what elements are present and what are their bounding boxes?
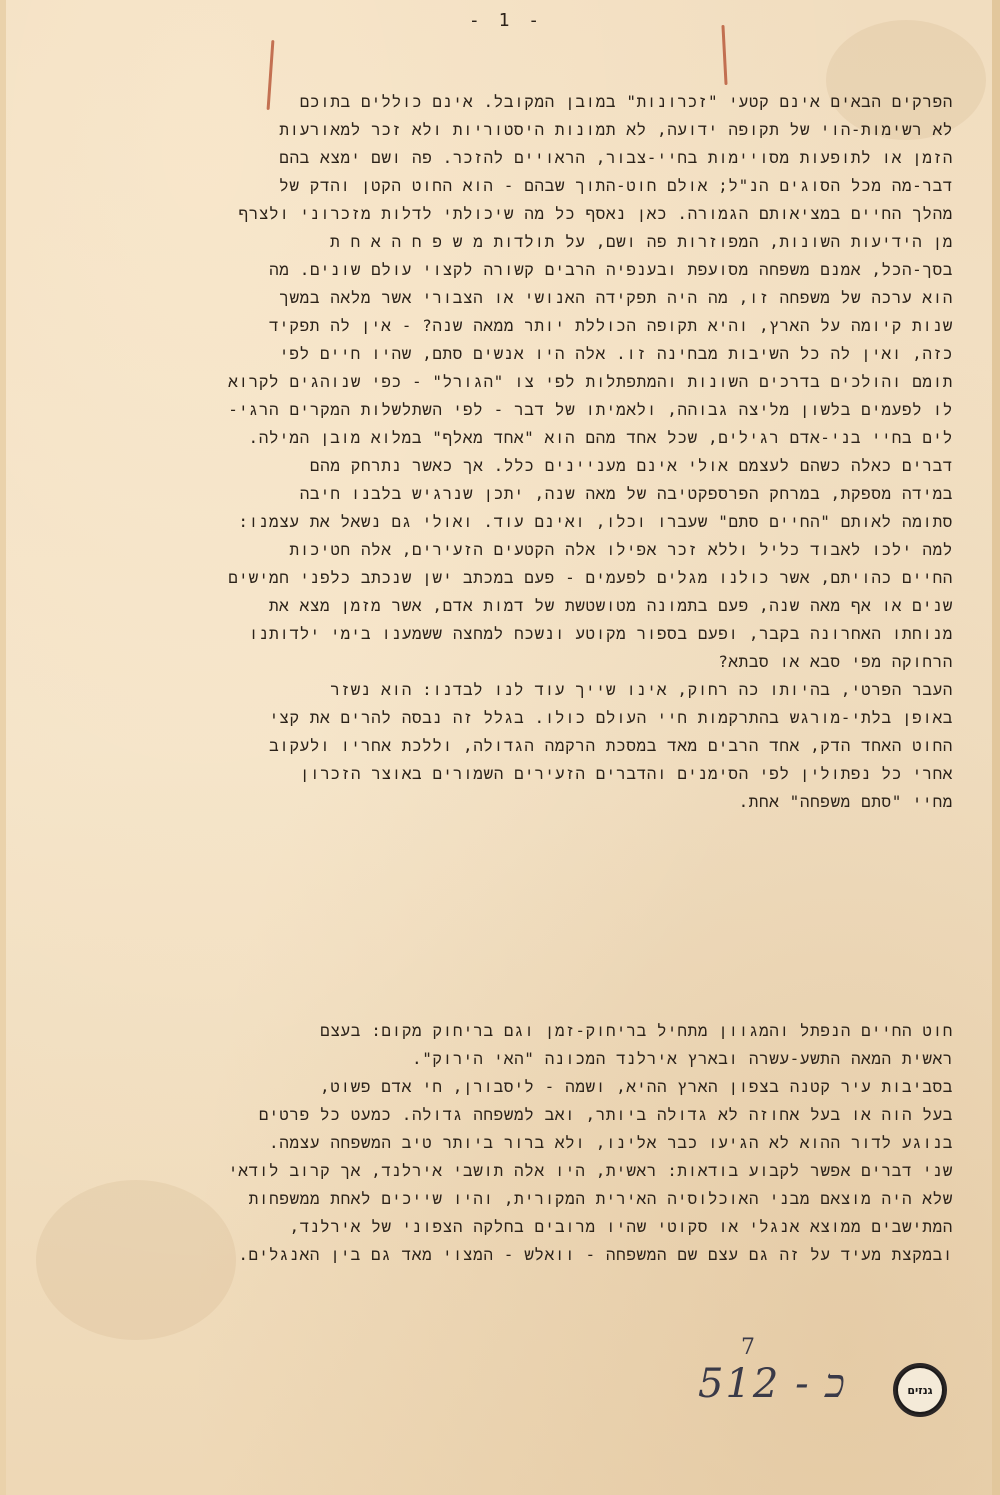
text-line: מנוחתו האחרונה בקבר, ופעם בספור מקוטע ונשכח למחצה ששמענו בימי ילדותנו bbox=[248, 624, 953, 643]
text-line: בנוגע לדור ההוא לא הגיעו כבר אלינו, ולא ברור ביותר טיב המשפחה עצמה. bbox=[269, 1133, 953, 1152]
text-line: שנות קיומה על הארץ, והיא תקופה הכוללת יותר ממאה שנה? - אין לה תפקיד bbox=[268, 316, 953, 335]
text-line: שלא היה מוצאם מבני האוכלוסיה האירית המקורית, והיו שייכים לאחת ממשפחות bbox=[248, 1189, 953, 1208]
text-line: הזמן או לתופעות מסויימות בחיי-צבור, הראויים להזכר. פה ושם ימצא בהם bbox=[279, 148, 953, 167]
text-line: שני דברים אפשר לקבוע בודאות: ראשית, היו אלה תושבי אירלנד, אך קרוב לודאי bbox=[228, 1161, 953, 1180]
margin-number: 7 bbox=[741, 1335, 755, 1360]
text-line: המתישבים ממוצא אנגלי או סקוטי שהיו מרובים בחלקה הצפוני של אירלנד, bbox=[289, 1217, 953, 1236]
text-line: תומם והולכים בדרכים השונות והמתפתלות לפי צו "הגורל" - כפי שנוהגים לקרוא bbox=[228, 372, 953, 391]
text-line: החיים כהויתם, אשר כולנו מגלים לפעמים - פעם במכתב ישן שנכתב כלפני חמישים bbox=[228, 568, 953, 587]
text-line: מן הידיעות השונות, המפוזרות פה ושם, על תולדות מ ש פ ח ה א ח ת bbox=[330, 232, 953, 251]
text-line: חוט החיים הנפתל והמגוון מתחיל בריחוק-זמן וגם בריחוק מקום: בעצם bbox=[320, 1021, 953, 1040]
text-line: בעל הוה או בעל אחוזה לא גדולה ביותר, ואב למשפחה גדולה. כמעט כל פרטים bbox=[258, 1105, 953, 1124]
text-line: בסך-הכל, אמנם משפחה מסועפת ובענפיה הרבים קשורה לקצוי עולם שונים. מה bbox=[269, 260, 953, 279]
text-line: הפרקים הבאים אינם קטעי "זכרונות" במובן המקובל. אינם כוללים בתוכם bbox=[299, 92, 953, 111]
text-line: אחרי כל נפתולין לפי הסימנים והדברים הזעירים השמורים באוצר הזכרון bbox=[299, 764, 953, 783]
text-line: העבר הפרטי, בהיותו כה רחוק, אינו שייך עוד לנו לבדנו: הוא נשזר bbox=[330, 680, 953, 699]
red-ink-mark bbox=[721, 25, 727, 85]
text-line: החוט האחד הדק, אחד הרבים מאד במסכת הרקמה הגדולה, וללכת אחריו ולעקוב bbox=[269, 736, 953, 755]
text-line: לא רשימות-הוי של תקופה ידועה, לא תמונות היסטוריות ולא זכר למאורעות bbox=[279, 120, 953, 139]
text-line: כזה, ואין לה כל השיבות מבחינה זו. אלה היו אנשים סתם, שהיו חיים לפי bbox=[279, 344, 953, 363]
text-line: הוא ערכה של משפחה זו, מה היה תפקידה האנושי או הצבורי אשר מלאה במשך bbox=[279, 288, 953, 307]
text-line: דברים כאלה כשהם לעצמם אולי אינם מעניינים כלל. אך כאשר נתרחק מהם bbox=[309, 456, 953, 475]
text-line: שנים או אף מאה שנה, פעם בתמונה מטושטשת של דמות אדם, אשר מזמן מצא את bbox=[268, 596, 953, 615]
archive-number: 512 - כ bbox=[698, 1361, 847, 1407]
text-line: בסביבות עיר קטנה בצפון הארץ ההיא, ושמה - ליסבורן, חי אדם פשוט, bbox=[320, 1077, 953, 1096]
text-line: לו לפעמים בלשון מליצה גבוהה, ולאמיתו של דבר - לפי השתלשלות המקרים הרגי- bbox=[228, 400, 953, 419]
typed-text-block-2 bbox=[68, 1017, 953, 1269]
text-line: סתומה לאותם "החיים סתם" שעברו וכלו, ואינם עוד. ואולי גם נשאל את עצמנו: bbox=[238, 512, 953, 531]
text-line: מחיי "סתם משפחה" אחת. bbox=[738, 792, 953, 811]
page-number: - 1 - bbox=[468, 10, 544, 31]
text-line: לים בחיי בני-אדם רגילים, שכל אחד מהם הוא "אחד מאלף" במלוא מובן המילה. bbox=[248, 428, 953, 447]
text-line: מהלך החיים במציאותם הגמורה. כאן נאסף כל מה שיכולתי לדלות מזכרוני ולצרף bbox=[238, 204, 953, 223]
text-line: במידה מספקת, במרחק הפרספקטיבה של מאה שנה, יתכן שנרגיש בלבנו חיבה bbox=[299, 484, 953, 503]
archive-stamp bbox=[893, 1363, 947, 1417]
text-line: באופן בלתי-מורגש בהתרקמות חיי העולם כולו. בגלל זה נבסה להרים את קצי bbox=[269, 708, 953, 727]
text-line: למה ילכו לאבוד כליל וללא זכר אפילו אלה הקטעים הזעירים, אלה חטיכות bbox=[289, 540, 953, 559]
text-line: הרחוקה מפי סבא או סבתא? bbox=[718, 652, 953, 671]
stamp-label: גנזים bbox=[898, 1368, 942, 1412]
text-line: ובמקצת מעיד על זה גם עצם שם המשפחה - וואלש - המצוי מאד גם בין האנגלים. bbox=[238, 1245, 953, 1264]
text-line: דבר-מה מכל הסוגים הנ"ל; אולם חוט-התוך שבהם - הוא החוט הקטן והדק של bbox=[279, 176, 953, 195]
typed-text-block-1 bbox=[68, 88, 953, 816]
text-line: ראשית המאה התשע-עשרה ובארץ אירלנד המכונה "האי הירוק". bbox=[411, 1049, 953, 1068]
